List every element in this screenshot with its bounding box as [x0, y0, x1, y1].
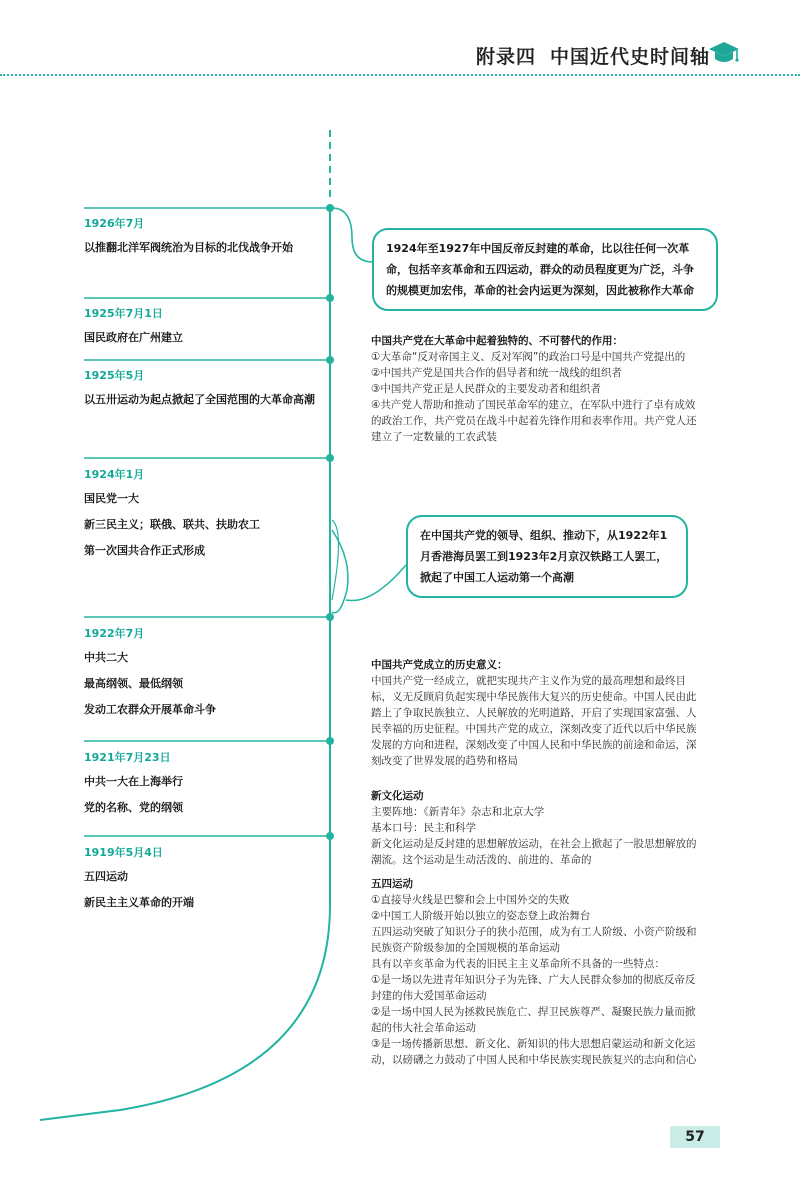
notes-item: 具有以辛亥革命为代表的旧民主主义革命所不具备的一些特点： [371, 958, 665, 970]
notes-heading: 中国共产党在大革命中起着独特的、不可替代的作用： [371, 335, 623, 347]
event-line: 第一次国共合作正式形成 [84, 544, 205, 557]
notes-heading: 五四运动 [371, 878, 413, 890]
notes-item: 五四运动突破了知识分子的狭小范围，成为有工人阶级、小资产阶级和民族资产阶级参加的全国规模的革命运动 [371, 926, 697, 954]
notes-item: ②是一场中国人民为拯救民族危亡、捍卫民族尊严、凝聚民族力量而掀起的伟大社会革命运动 [371, 1006, 696, 1034]
notes-heading: 新文化运动 [371, 790, 424, 802]
event-date: 1926年7月 [84, 217, 145, 230]
appendix-title: 中国近代史时间轴 [549, 46, 710, 68]
notes-item: ②中国工人阶级开始以独立的姿态登上政治舞台 [371, 910, 591, 922]
timeline-event [84, 749, 324, 825]
event-date: 1925年7月1日 [84, 307, 163, 320]
notes-paragraph: 中国共产党一经成立，就把实现共产主义作为党的最高理想和最终目标，义无反顾肩负起实现中华民族伟大复兴的历史使命。中国人民由此踏上了争取民族独立、人民解放的光明道路，开启了实现国家富强、人民幸福的历史征程。中国共产党的成立，深刻改变了近代以后中华民族发展的方向和进程，深刻改变了中国人民和中华民族的前途和命运，深刻改变了世界发展的趋势和格局 [371, 675, 697, 767]
event-line: 中共二大 [84, 651, 128, 664]
event-date: 1919年5月4日 [84, 846, 163, 859]
timeline-event [84, 466, 324, 568]
notes-may-fourth [371, 876, 703, 1068]
callout-text: 在中国共产党的领导、组织、推动下，从1922年1月香港海员罢工到1923年2月京汉铁路工人罢工，掀起了中国工人运动第一个高潮 [420, 529, 668, 584]
event-line: 党的名称、党的纲领 [84, 801, 183, 814]
notes-item: ③中国共产党正是人民群众的主要发动者和组织者 [371, 383, 601, 395]
timeline-event [84, 367, 324, 417]
page-number: 57 [670, 1126, 720, 1148]
event-line: 新民主主义革命的开端 [84, 896, 194, 909]
callout-text: 1924年至1927年中国反帝反封建的革命，比以往任何一次革命，包括辛亥革命和五四运动，群众的动员程度更为广泛，斗争的规模更加宏伟，革命的社会内运更为深刻，因此被称作大革命 [386, 242, 694, 297]
event-line: 中共一大在上海举行 [84, 775, 183, 788]
notes-item: ①直接导火线是巴黎和会上中国外交的失败 [371, 894, 570, 906]
notes-item: 基本口号：民主和科学 [371, 822, 476, 834]
event-line: 五四运动 [84, 870, 128, 883]
notes-cpc-role [371, 333, 703, 445]
notes-item: ④共产党人帮助和推动了国民革命军的建立，在军队中进行了卓有成效的政治工作，共产党员在战斗中起着先锋作用和表率作用。共产党人还建立了一定数量的工农武装 [371, 399, 697, 443]
event-line: 以五卅运动为起点掀起了全国范围的大革命高潮 [84, 393, 315, 406]
event-line: 以推翻北洋军阀统治为目标的北伐战争开始 [84, 241, 293, 254]
event-line: 最高纲领、最低纲领 [84, 677, 183, 690]
notes-item: 新文化运动是反封建的思想解放运动，在社会上掀起了一股思想解放的潮流。这个运动是生动活泼的、前进的、革命的 [371, 838, 697, 866]
timeline-event [84, 215, 324, 265]
notes-item: ②中国共产党是国共合作的倡导者和统一战线的组织者 [371, 367, 622, 379]
notes-heading: 中国共产党成立的历史意义： [371, 659, 508, 671]
timeline-event [84, 305, 324, 355]
notes-item: ③是一场传播新思想、新文化、新知识的伟大思想启蒙运动和新文化运动，以磅礴之力鼓动了中国人民和中华民族实现民族复兴的志向和信心 [371, 1038, 697, 1066]
timeline-event [84, 844, 324, 920]
callout-labor-movement [406, 515, 688, 598]
event-line: 国民政府在广州建立 [84, 331, 183, 344]
event-line: 国民党一大 [84, 492, 139, 505]
notes-item: ①是一场以先进青年知识分子为先锋、广大人民群众参加的彻底反帝反封建的伟大爱国革命运动 [371, 974, 696, 1002]
timeline-event [84, 625, 324, 727]
appendix-label: 附录四 [475, 46, 536, 68]
event-date: 1924年1月 [84, 468, 145, 481]
event-date: 1925年5月 [84, 369, 145, 382]
notes-founding [371, 657, 703, 769]
event-line: 发动工农群众开展革命斗争 [84, 703, 216, 716]
event-date: 1922年7月 [84, 627, 145, 640]
notes-new-culture [371, 788, 703, 868]
notes-item: 主要阵地：《新青年》杂志和北京大学 [371, 806, 545, 818]
event-line: 新三民主义；联俄、联共、扶助农工 [84, 518, 260, 531]
notes-item: ①大革命“反对帝国主义、反对军阀”的政治口号是中国共产党提出的 [371, 351, 686, 363]
event-date: 1921年7月23日 [84, 751, 171, 764]
callout-great-revolution [372, 228, 718, 311]
